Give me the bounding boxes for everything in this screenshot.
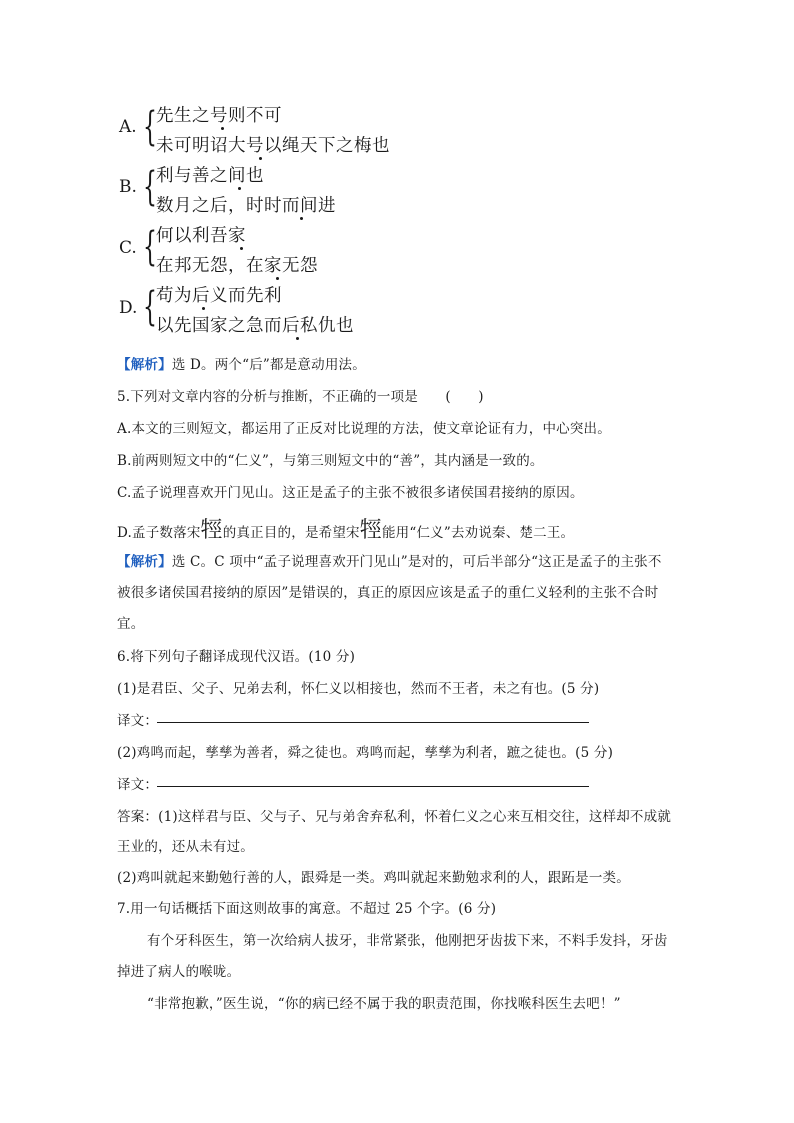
option-line: 先生之号则不可 [156,106,282,126]
translation-label: 译文： [117,777,159,793]
story-line: “非常抱歉，”医生说，“你的病已经不属于我的职责范围，你找喉科医生去吧！” [147,996,621,1012]
option-line: 以先国家之急而后私仇也 [156,316,354,336]
q5-option-b: B.前两则短文中的“仁义”，与第三则短文中的“善”，其内涵是一致的。 [117,453,544,469]
analysis-text: 选 C。C 项中“孟子说理喜欢开门见山”是对的，可后半部分“这正是孟子的主张不 [171,554,662,570]
text-segment: 能用“仁义”去劝说秦、楚二王。 [381,525,575,541]
option-line: 数月之后，时时而间进 [156,196,336,216]
option-line: 在邦无怨，在家无怨 [156,256,318,276]
brace-symbol: { [143,164,157,210]
q5-analysis-line: 被很多诸侯国君接纳的原因”是错误的，真正的原因应该是孟子的重仁义轻利的主张不合时 [117,585,659,601]
analysis-text: 选 D。两个“后”都是意动用法。 [171,357,366,373]
emphasis-dot [296,337,299,340]
q5-option-a: A.本文的三则短文，都运用了正反对比说理的方法，使文章论证有力，中心突出。 [117,421,611,437]
q6-sentence-2: (2)鸡鸣而起，孳孳为善者，舜之徒也。鸡鸣而起，孳孳为利者，蹠之徒也。(5 分) [117,745,614,761]
q6-answer-line: 答案：(1)这样君与臣、父与子、兄与弟舍弃私利，怀着仁义之心来互相交往，这样却不成就 [117,809,672,825]
q7-stem: 7.用一句话概括下面这则故事的寓意。不超过 25 个字。(6 分) [117,901,497,917]
analysis-tag: 【解析】 [117,357,172,373]
emphasis-dot [259,157,262,160]
option-letter: B. [119,177,137,197]
q5-analysis-line [117,550,662,570]
q6-stem: 6.将下列句子翻译成现代汉语。(10 分) [117,649,356,665]
translation-label: 译文： [117,713,159,729]
q5-analysis-line: 宜。 [117,616,145,632]
text-segment: D.孟子数落宋 [117,525,201,541]
text-segment: 的真正目的，是希望宋 [222,525,360,541]
emphasis-dot [221,127,224,130]
brace-symbol: { [143,284,157,330]
q5-stem: 5.下列对文章内容的分析与推断，不正确的一项是 ( ) [117,389,484,405]
q6-answer-line: 王业的，还从未有过。 [117,839,254,855]
emphasis-dot [238,187,241,190]
option-letter: C. [119,238,137,258]
option-line: 何以利吾家 [156,226,246,246]
rare-character: 牼 [200,518,223,543]
q5-option-d [117,513,574,544]
q5-option-c: C.孟子说理喜欢开门见山。这正是孟子的主张不被很多诸侯国君接纳的原因。 [117,485,584,501]
rare-character: 牼 [359,518,382,543]
answer-blank[interactable] [157,786,589,787]
q4-analysis [117,353,366,373]
q6-sentence-1: (1)是君臣、父子、兄弟去利，怀仁义以相接也，然而不王者，未之有也。(5 分) [117,681,600,697]
story-line: 有个牙科医生，第一次给病人拔牙，非常紧张，他刚把牙齿拔下来，不料手发抖，牙齿 [147,933,668,949]
emphasis-dot [276,277,279,280]
story-line: 掉进了病人的喉咙。 [117,964,241,980]
brace-symbol: { [143,224,157,270]
emphasis-dot [300,217,303,220]
option-line: 未可明诏大号以绳天下之梅也 [156,136,390,156]
emphasis-dot [202,307,205,310]
q6-answer-line: (2)鸡叫就起来勤勉行善的人，跟舜是一类。鸡叫就起来勤勉求利的人，跟跖是一类。 [117,870,630,886]
answer-blank[interactable] [157,722,589,723]
option-line: 利与善之间也 [156,166,264,186]
option-line: 苟为后义而先利 [156,286,282,306]
analysis-tag: 【解析】 [117,554,172,570]
brace-symbol: { [143,104,157,150]
option-letter: D. [119,298,138,318]
option-letter: A. [119,117,137,137]
emphasis-dot [240,247,243,250]
